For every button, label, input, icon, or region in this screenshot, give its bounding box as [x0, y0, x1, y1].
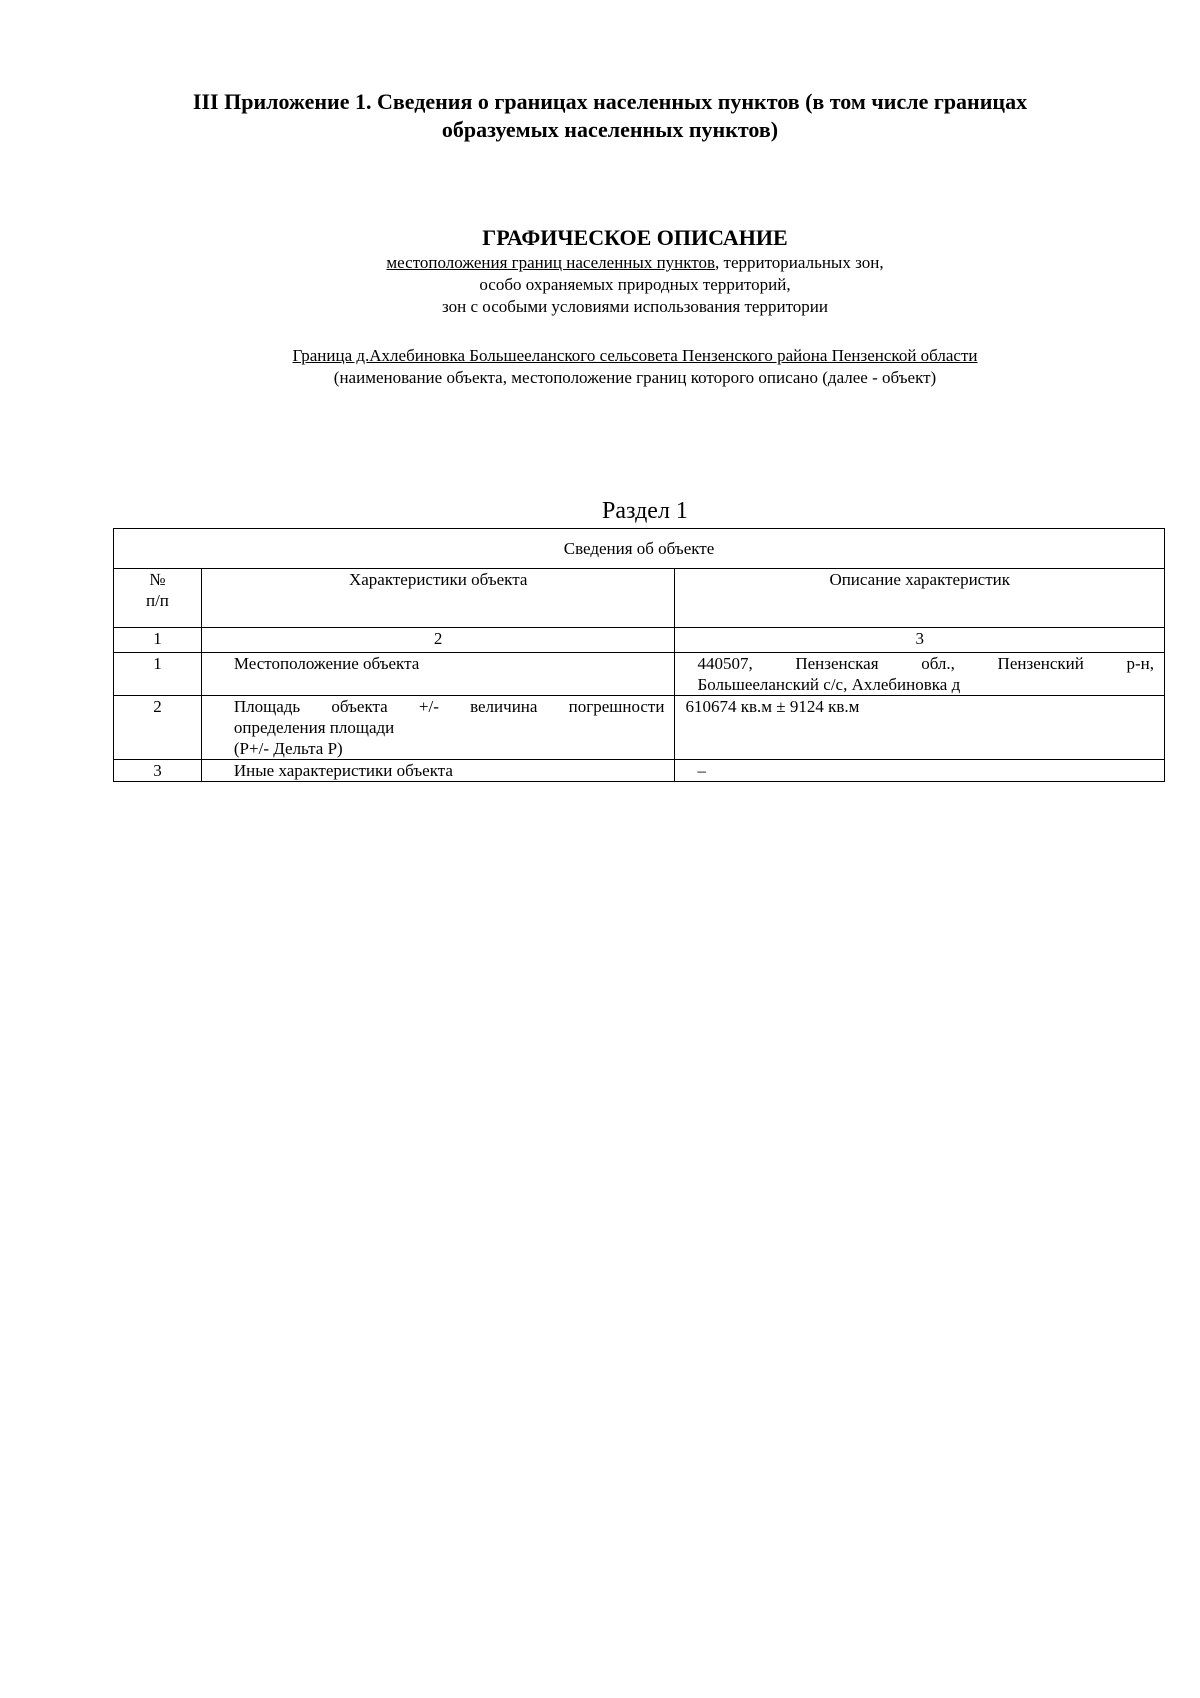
row-number: 3: [114, 760, 202, 782]
row-characteristic-line1: Площадь объекта +/- величина погрешности: [233, 697, 665, 716]
column-number-row: [114, 628, 1165, 653]
subtitle-underlined-text: местоположения границ населенных пунктов: [386, 253, 716, 272]
table-row: [114, 760, 1165, 782]
subtitle-line3: зон с особыми условиями использования территории: [442, 297, 828, 316]
row-description: 610674 кв.м ± 9124 кв.м: [675, 696, 1165, 760]
row-characteristic: Иные характеристики объекта: [201, 760, 675, 782]
table-row: [114, 653, 1165, 696]
row-description-line2: Большееланский с/с, Ахлебиновка д: [697, 675, 961, 694]
object-name-block: [0, 345, 1200, 389]
header-description: Описание характеристик: [675, 569, 1165, 628]
header-num-line1: №: [149, 570, 166, 589]
row-description: [675, 653, 1165, 696]
row-number: 1: [114, 653, 202, 696]
column-number: 3: [675, 628, 1165, 653]
object-name: Граница д.Ахлебиновка Большееланского сельсовета Пензенского района Пензенской области: [292, 346, 978, 365]
row-characteristic-line2: определения площади: [233, 718, 395, 737]
table-row: [114, 696, 1165, 760]
table-caption: Сведения об объекте: [114, 529, 1165, 569]
row-characteristic: [201, 696, 675, 760]
subtitle-line1-rest: , территориальных зон,: [715, 253, 884, 272]
object-info-table: [113, 528, 1165, 782]
header-num-line2: п/п: [145, 591, 169, 610]
document-title: ГРАФИЧЕСКОЕ ОПИСАНИЕ: [482, 225, 788, 250]
column-number: 2: [201, 628, 675, 653]
section-title: Раздел 1: [602, 498, 688, 524]
appendix-heading-line1: III Приложение 1. Сведения о границах населенных пунктов (в том числе границах: [192, 89, 1028, 114]
header-num: [114, 569, 202, 628]
subtitle-line2: особо охраняемых природных территорий,: [479, 275, 791, 294]
column-number: 1: [114, 628, 202, 653]
row-description-line1: 440507, Пензенская обл., Пензенский р-н,: [697, 654, 1154, 673]
row-number: 2: [114, 696, 202, 760]
row-characteristic: Местоположение объекта: [201, 653, 675, 696]
header-characteristics: Характеристики объекта: [201, 569, 675, 628]
row-characteristic-line3: (P+/- Дельта P): [233, 739, 343, 758]
appendix-heading: [140, 88, 1080, 144]
document-subtitle: [0, 252, 1200, 318]
appendix-heading-line2: образуемых населенных пунктов): [441, 117, 779, 142]
object-name-caption: (наименование объекта, местоположение границ которого описано (далее - объект): [333, 368, 937, 387]
row-description: –: [675, 760, 1165, 782]
subtitle-line1: [0, 252, 1200, 274]
table-header-row: [114, 569, 1165, 628]
table-caption-row: [114, 529, 1165, 569]
